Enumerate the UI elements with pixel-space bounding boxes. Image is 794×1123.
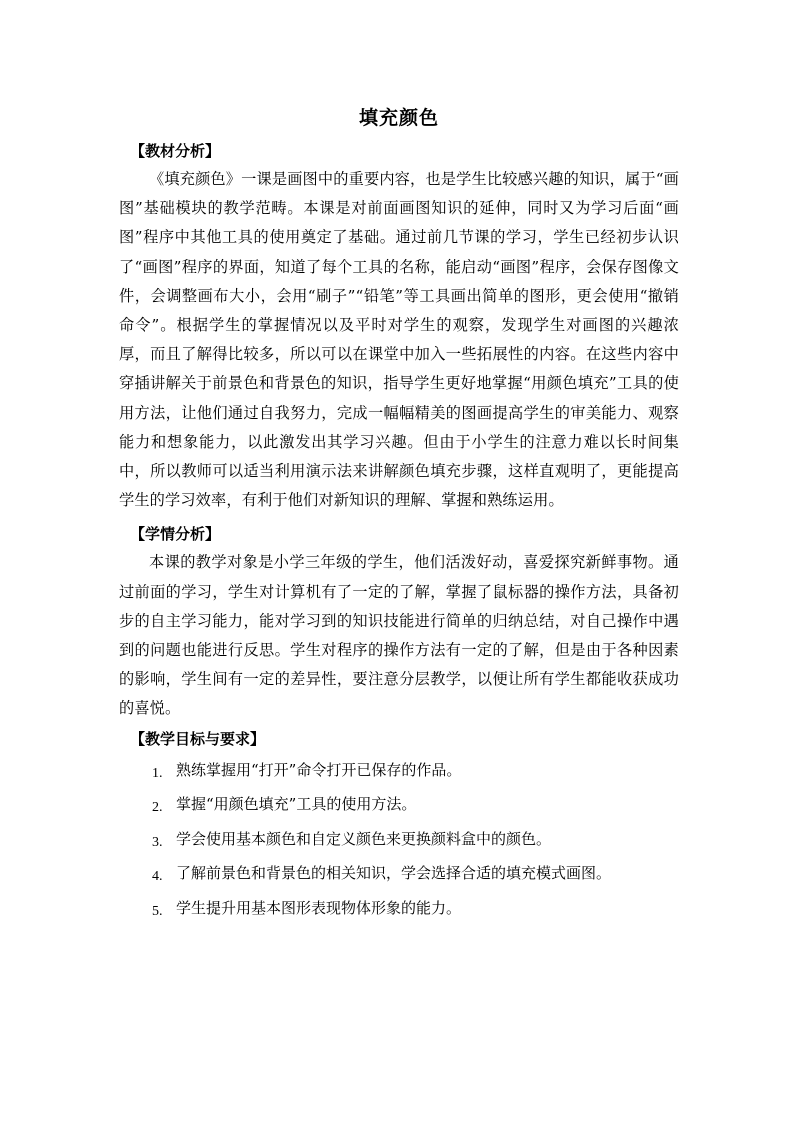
goal-item [119, 755, 679, 790]
goal-number: 2. [152, 800, 163, 816]
document-title: 填充颜色 [358, 107, 439, 129]
goal-text: 了解前景色和背景色的相关知识，学会选择合适的填充模式画图。 [176, 864, 612, 883]
goal-item [119, 824, 679, 859]
goal-number: 4. [152, 869, 163, 885]
section-heading-teaching-goals: 【教学目标与要求】 [130, 729, 266, 748]
student-analysis-paragraph: 本课的教学对象是小学三年级的学生，他们活泼好动，喜爱探究新鲜事物。通过前面的学习，学生对计算机有了一定的了解，掌握了鼠标器的操作方法，具备初步的自主学习能力，能对学习到的知识技能进行简单的归纳总结，对自己操作中遇到的问题也能进行反思。学生对程序的操作方法有一定的了解，但是由于各种因素的影响，学生间有一定的差异性，要注意分层教学，以便让所有学生都能收获成功的喜悦。 [119, 553, 679, 718]
document-body [119, 101, 679, 927]
goal-item [119, 789, 679, 824]
section-heading-student-analysis: 【学情分析】 [130, 525, 221, 544]
goal-number: 3. [152, 834, 163, 850]
goal-number: 5. [152, 903, 163, 919]
goal-text: 掌握“用颜色填充”工具的使用方法。 [176, 795, 417, 814]
goal-text: 学生提升用基本图形表现物体形象的能力。 [176, 898, 462, 917]
material-analysis-paragraph: 《填充颜色》一课是画图中的重要内容，也是学生比较感兴趣的知识，属于“画图”基础模块的教学范畴。本课是对前面画图知识的延伸，同时又为学习后面“画图”程序中其他工具的使用奠定了基础。通过前几节课的学习，学生已经初步认识了“画图”程序的界面，知道了每个工具的名称，能启动“画图”程序，会保存图像文件，会调整画布大小，会用“刷子”“铅笔”等工具画出简单的图形，更会使用“撤销命令”。根据学生的掌握情况以及平时对学生的观察，发现学生对画图的兴趣浓厚，而且了解得比较多，所以可以在课堂中加入一些拓展性的内容。在这些内容中穿插讲解关于前景色和背景色的知识，指导学生更好地掌握“用颜色填充”工具的使用方法，让他们通过自我努力，完成一幅幅精美的图画提高学生的审美能力、观察能力和想象能力，以此激发出其学习兴趣。但由于小学生的注意力难以长时间集中，所以教师可以适当利用演示法来讲解颜色填充步骤，这样直观明了，更能提高学生的学习效率，有利于他们对新知识的理解、掌握和熟练运用。 [119, 170, 679, 510]
section-heading-material-analysis: 【教材分析】 [130, 142, 221, 160]
teaching-goals-list [119, 755, 679, 928]
goal-item [119, 858, 679, 893]
goal-item [119, 893, 679, 928]
goal-text: 学会使用基本颜色和自定义颜色来更换颜料盒中的颜色。 [176, 829, 552, 848]
goal-number: 1. [152, 765, 163, 781]
goal-text: 熟练掌握用“打开”命令打开已保存的作品。 [176, 760, 462, 779]
